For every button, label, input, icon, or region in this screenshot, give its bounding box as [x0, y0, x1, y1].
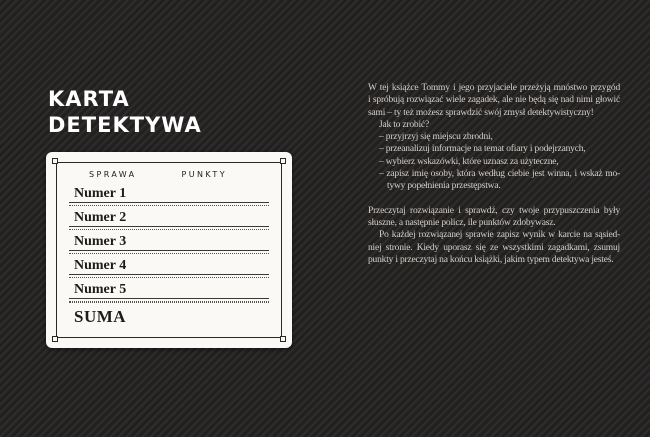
text-line: sami – ty też możesz sprawdzić swój zmysł detektywistyczny! — [368, 107, 594, 118]
title-line-1: KARTA — [48, 87, 130, 111]
text-line: W tej książce Tommy i jego przyjaciele przeżyją mnóstwo przygód — [368, 83, 620, 93]
text-line: Jak to zrobić? — [379, 119, 429, 130]
text-line: Przeczytaj rozwiązanie i sprawdź, czy twoje przypuszczenia były — [368, 205, 620, 216]
list-item-line: – przyjrzyj się miejscu zbrodni, — [379, 132, 493, 143]
case-row — [69, 258, 269, 278]
card-frame — [56, 162, 282, 338]
text-line: i spróbują rozwiązać wiele zagadek, ale nie będą się nad nimi głowić — [368, 95, 620, 106]
page-title — [48, 86, 202, 138]
dotted-rule — [69, 203, 269, 206]
column-header-punkty: PUNKTY — [181, 170, 227, 179]
card-column-headers — [69, 168, 269, 179]
case-row-label: Numer 1 — [69, 186, 269, 203]
column-header-sprawa: SPRAWA — [89, 170, 137, 179]
case-row — [69, 210, 269, 230]
case-row — [69, 282, 269, 303]
dotted-rule — [69, 227, 269, 230]
list-item-line: – przeanalizuj informacje na temat ofiary i podejrzanych, — [379, 144, 586, 155]
total-row-label: SUMA — [74, 307, 127, 326]
text-line: słuszne, a następnie policz, ile punktów zdobywasz. — [368, 217, 556, 228]
title-line-2: DETEKTYWA — [48, 113, 202, 137]
text-line: Po każdej rozwiązanej sprawie zapisz wynik w karcie na sąsied- — [379, 230, 620, 241]
dotted-rule — [69, 300, 269, 303]
case-row-label: Numer 4 — [69, 258, 269, 275]
list-item-line: tywy popełnienia przestępstwa. — [387, 181, 501, 192]
list-item-line: – zapisz imię osoby, która według ciebie jest winna, i wskaż mo- — [379, 169, 620, 180]
right-page-text — [368, 82, 620, 266]
case-row-label: Numer 3 — [69, 234, 269, 251]
frame-corner-ornament — [52, 158, 58, 164]
text-line: punkty i przeczytaj na końcu książki, jakim typem detektywa jesteś. — [368, 254, 614, 265]
dotted-rule — [69, 275, 269, 278]
case-row — [69, 186, 269, 206]
text-line: niej stronie. Kiedy uporasz się ze wszystkimi zagadkami, zsumuj — [368, 242, 620, 253]
frame-corner-ornament — [280, 158, 286, 164]
case-row-label: Numer 5 — [69, 282, 269, 299]
frame-corner-ornament — [280, 336, 286, 342]
detective-score-card — [46, 152, 292, 348]
frame-corner-ornament — [52, 336, 58, 342]
dotted-rule — [69, 251, 269, 254]
case-row — [69, 234, 269, 254]
case-row-label: Numer 2 — [69, 210, 269, 227]
list-item-line: – wybierz wskazówki, które uznasz za użyteczne, — [379, 156, 559, 167]
